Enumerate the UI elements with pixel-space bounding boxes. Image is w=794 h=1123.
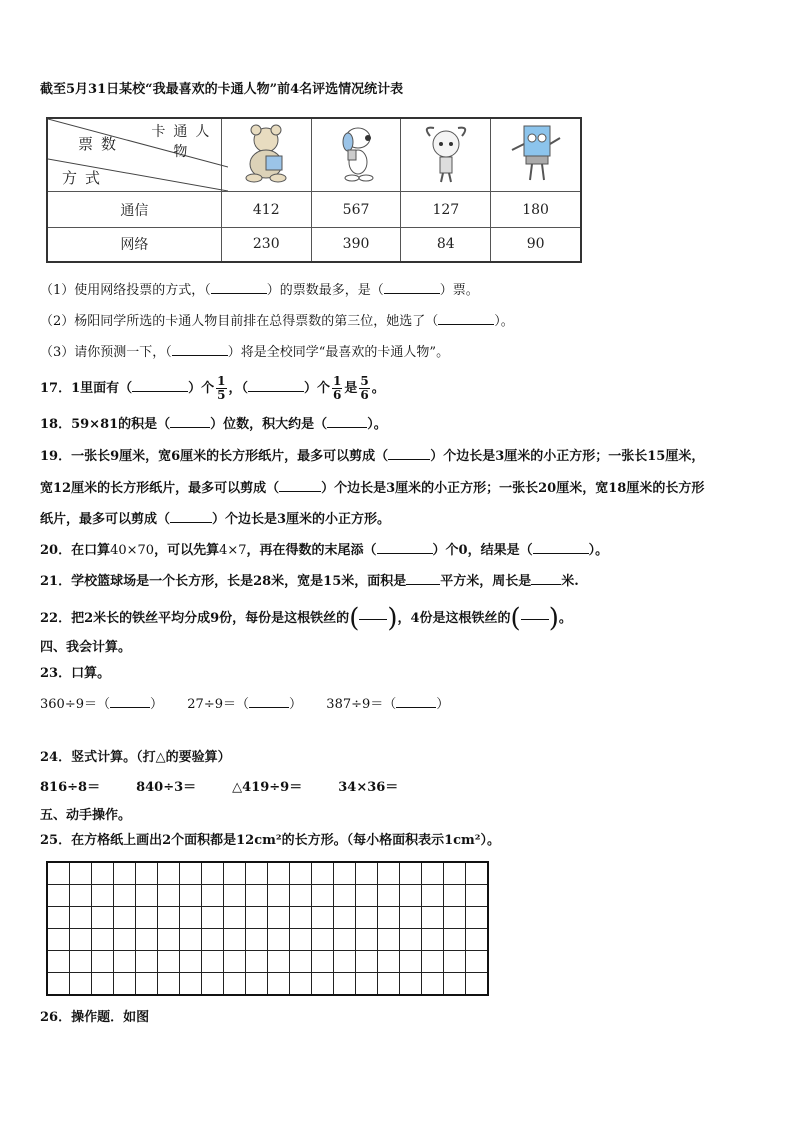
row-label: 通信 [47,192,221,228]
grid-cell[interactable] [290,929,312,951]
grid-cell[interactable] [444,929,466,951]
grid-cell[interactable] [312,951,334,973]
grid-cell[interactable] [70,862,92,885]
fraction-1-6: $\frac{1}{6}$ [333,374,342,402]
character-spongebob-image [491,118,581,192]
grid-cell[interactable] [466,973,489,996]
table-cell: 90 [491,228,581,262]
table-cell: 412 [221,192,311,228]
grid-cell[interactable] [334,973,356,996]
fraction-answer-blank[interactable] [359,618,387,620]
question-24-title: 24．竖式计算。（打△的要验算） [40,750,231,765]
grid-cell[interactable] [268,862,290,885]
grid-cell[interactable] [334,885,356,907]
grid-cell[interactable] [378,907,400,929]
grid-cell[interactable] [158,951,180,973]
grid-cell[interactable] [202,973,224,996]
answer-blank[interactable] [249,694,289,708]
section-4-heading: 四、我会计算。 [40,640,132,655]
grid-cell[interactable] [312,929,334,951]
fraction-answer-blank[interactable] [521,618,549,620]
answer-blank[interactable] [531,571,561,585]
answer-blank[interactable] [170,414,210,428]
grid-cell[interactable] [422,951,444,973]
grid-cell[interactable] [356,973,378,996]
grid-cell[interactable] [114,885,136,907]
question-21: 21．学校篮球场是一个长方形，长是28米，宽是15米，面积是 平方米，周长是 米. [40,571,579,592]
grid-cell[interactable] [70,907,92,929]
grid-cell[interactable] [422,973,444,996]
grid-cell[interactable] [92,951,114,973]
grid-cell[interactable] [136,907,158,929]
grid-cell[interactable] [444,973,466,996]
question-19-line-1: 19．一张长9厘米，宽6厘米的长方形纸片，最多可以剪成（ ）个边长是3厘米的小正方形；一张长15厘米， [40,446,704,467]
grid-cell[interactable] [356,862,378,885]
row-label: 网络 [47,228,221,262]
grid-cell[interactable] [202,885,224,907]
grid-cell[interactable] [356,929,378,951]
grid-cell[interactable] [246,885,268,907]
grid-cell[interactable] [290,885,312,907]
question-20: 20．在口算40×70，可以先算4×7，再在得数的末尾添（ ）个0，结果是（ ）。 [40,540,608,561]
grid-cell[interactable] [400,885,422,907]
answer-blank[interactable] [170,509,212,523]
question-16-part-3: （3）请你预测一下，（ ）将是全校同学“最喜欢的卡通人物”。 [40,342,449,363]
question-23-title: 23．口算。 [40,666,111,681]
grid-cell[interactable] [422,862,444,885]
table-cell: 390 [311,228,401,262]
grid-cell[interactable] [136,973,158,996]
grid-cell[interactable] [202,907,224,929]
grid-cell[interactable] [466,885,489,907]
grid-cell[interactable] [47,862,70,885]
header-method-label: 方式 [62,169,109,187]
answer-blank[interactable] [533,540,589,554]
grid-cell[interactable] [378,885,400,907]
grid-cell[interactable] [466,929,489,951]
grid-cell[interactable] [136,862,158,885]
grid-cell[interactable] [246,862,268,885]
character-snoopy-image [311,118,401,192]
grid-cell[interactable] [47,885,70,907]
grid-cell[interactable] [312,885,334,907]
grid-cell[interactable] [180,951,202,973]
grid-cell[interactable] [224,885,246,907]
grid-cell[interactable] [158,907,180,929]
grid-cell[interactable] [158,929,180,951]
grid-cell[interactable] [246,951,268,973]
grid-cell[interactable] [268,907,290,929]
grid-cell[interactable] [246,929,268,951]
table-cell: 230 [221,228,311,262]
grid-cell[interactable] [422,929,444,951]
grid-cell[interactable] [268,885,290,907]
grid-cell[interactable] [136,951,158,973]
grid-cell[interactable] [466,907,489,929]
grid-cell[interactable] [47,973,70,996]
grid-cell[interactable] [158,862,180,885]
grid-cell[interactable] [246,973,268,996]
grid-cell[interactable] [114,907,136,929]
grid-cell[interactable] [202,951,224,973]
question-26: 26．操作题．如图 [40,1010,150,1025]
grid-cell[interactable] [334,951,356,973]
grid-cell[interactable] [180,862,202,885]
grid-cell[interactable] [334,907,356,929]
grid-cell[interactable] [224,951,246,973]
diagonal-header-cell [47,118,221,192]
section-5-heading: 五、动手操作。 [40,808,132,823]
answer-blank[interactable] [438,311,494,325]
answer-blank[interactable] [211,280,267,294]
grid-cell[interactable] [136,885,158,907]
grid-cell[interactable] [334,862,356,885]
character-pooh-image [221,118,311,192]
grid-cell[interactable] [290,907,312,929]
table-cell: 567 [311,192,401,228]
answer-blank[interactable] [377,540,433,554]
grid-cell[interactable] [114,929,136,951]
question-16-part-2: （2）杨阳同学所选的卡通人物目前排在总得票数的第三位，她选了（ ）。 [40,311,514,332]
grid-cell[interactable] [70,951,92,973]
grid-cell[interactable] [378,929,400,951]
question-17: 17．1里面有（ ）个 $\frac{1}{5}$ ，（ ）个 $\frac{1}{6}$ 是 $\frac{5}{6}$ 。 [40,374,385,402]
table-title: 截至5月31日某校“我最喜欢的卡通人物”前4名评选情况统计表 [40,82,404,97]
grid-cell[interactable] [444,862,466,885]
grid-cell[interactable] [466,862,489,885]
question-25: 25．在方格纸上画出2个面积都是12cm²的长方形。（每小格面积表示1cm²）。 [40,833,501,848]
grid-cell[interactable] [312,862,334,885]
grid-cell[interactable] [444,951,466,973]
statistics-table [46,117,582,263]
table-cell: 180 [491,192,581,228]
grid-cell[interactable] [378,862,400,885]
grid-cell[interactable] [70,973,92,996]
fraction-5-6: $\frac{5}{6}$ [360,374,369,402]
question-23-items: 360÷9＝（ ） 27÷9＝（ ） 387÷9＝（ ） [40,694,449,715]
grid-cell[interactable] [400,973,422,996]
grid-paper[interactable] [46,861,489,996]
grid-cell[interactable] [224,907,246,929]
grid-cell[interactable] [268,973,290,996]
answer-blank[interactable] [327,414,367,428]
question-16-part-1: （1）使用网络投票的方式，（ ）的票数最多，是（ ）票。 [40,280,479,301]
answer-blank[interactable] [279,478,321,492]
grid-cell[interactable] [180,885,202,907]
answer-blank[interactable] [384,280,440,294]
answer-blank[interactable] [388,446,430,460]
header-votes-label: 票数 [78,135,125,153]
grid-cell[interactable] [378,973,400,996]
grid-cell[interactable] [400,907,422,929]
grid-cell[interactable] [466,951,489,973]
question-18: 18．59×81的积是（ ）位数，积大约是（ ）。 [40,414,387,435]
answer-blank[interactable] [132,378,188,392]
grid-cell[interactable] [290,973,312,996]
grid-cell[interactable] [444,885,466,907]
answer-blank[interactable] [110,694,150,708]
grid-cell[interactable] [92,862,114,885]
answer-blank[interactable] [172,342,228,356]
grid-cell[interactable] [268,929,290,951]
question-19-line-2: 宽12厘米的长方形纸片，最多可以剪成（ ）个边长是3厘米的小正方形；一张长20厘米，宽18厘米的长方形 [40,478,704,499]
table-row [47,228,581,262]
question-19-line-3: 纸片，最多可以剪成（ ）个边长是3厘米的小正方形。 [40,509,390,530]
grid-cell[interactable] [114,862,136,885]
answer-blank[interactable] [396,694,436,708]
fraction-1-5: $\frac{1}{5}$ [217,374,226,402]
header-characters-label: 卡通人物 [151,124,218,160]
grid-cell[interactable] [114,973,136,996]
grid-cell[interactable] [356,951,378,973]
grid-cell[interactable] [422,907,444,929]
grid-cell[interactable] [92,907,114,929]
grid-cell[interactable] [180,907,202,929]
grid-cell[interactable] [92,929,114,951]
grid-cell[interactable] [136,929,158,951]
answer-blank[interactable] [248,378,304,392]
character-goat-image [401,118,491,192]
grid-cell[interactable] [70,885,92,907]
grid-cell[interactable] [246,907,268,929]
answer-blank[interactable] [406,571,440,585]
grid-cell[interactable] [290,951,312,973]
grid-cell[interactable] [312,973,334,996]
grid-cell[interactable] [70,929,92,951]
grid-cell[interactable] [92,885,114,907]
grid-cell[interactable] [47,907,70,929]
grid-cell[interactable] [356,907,378,929]
grid-cell[interactable] [356,885,378,907]
grid-cell[interactable] [180,929,202,951]
grid-cell[interactable] [400,929,422,951]
grid-cell[interactable] [334,929,356,951]
grid-cell[interactable] [400,862,422,885]
grid-cell[interactable] [312,907,334,929]
grid-cell[interactable] [290,862,312,885]
grid-cell[interactable] [224,973,246,996]
grid-cell[interactable] [224,862,246,885]
grid-cell[interactable] [422,885,444,907]
grid-cell[interactable] [400,951,422,973]
question-22: 22．把2米长的铁丝平均分成9份，每份是这根铁丝的( )，4份是这根铁丝的( )。 [40,603,572,634]
grid-cell[interactable] [202,862,224,885]
table-row [47,192,581,228]
grid-cell[interactable] [114,951,136,973]
grid-cell[interactable] [92,973,114,996]
grid-cell[interactable] [444,907,466,929]
grid-cell[interactable] [224,929,246,951]
table-cell: 127 [401,192,491,228]
grid-cell[interactable] [180,973,202,996]
grid-cell[interactable] [158,885,180,907]
grid-cell[interactable] [47,929,70,951]
grid-cell[interactable] [202,929,224,951]
grid-cell[interactable] [47,951,70,973]
grid-cell[interactable] [268,951,290,973]
grid-cell[interactable] [158,973,180,996]
grid-cell[interactable] [378,951,400,973]
question-24-items: 816÷8＝ 840÷3＝ △419÷9＝ 34×36＝ [40,780,399,795]
table-cell: 84 [401,228,491,262]
